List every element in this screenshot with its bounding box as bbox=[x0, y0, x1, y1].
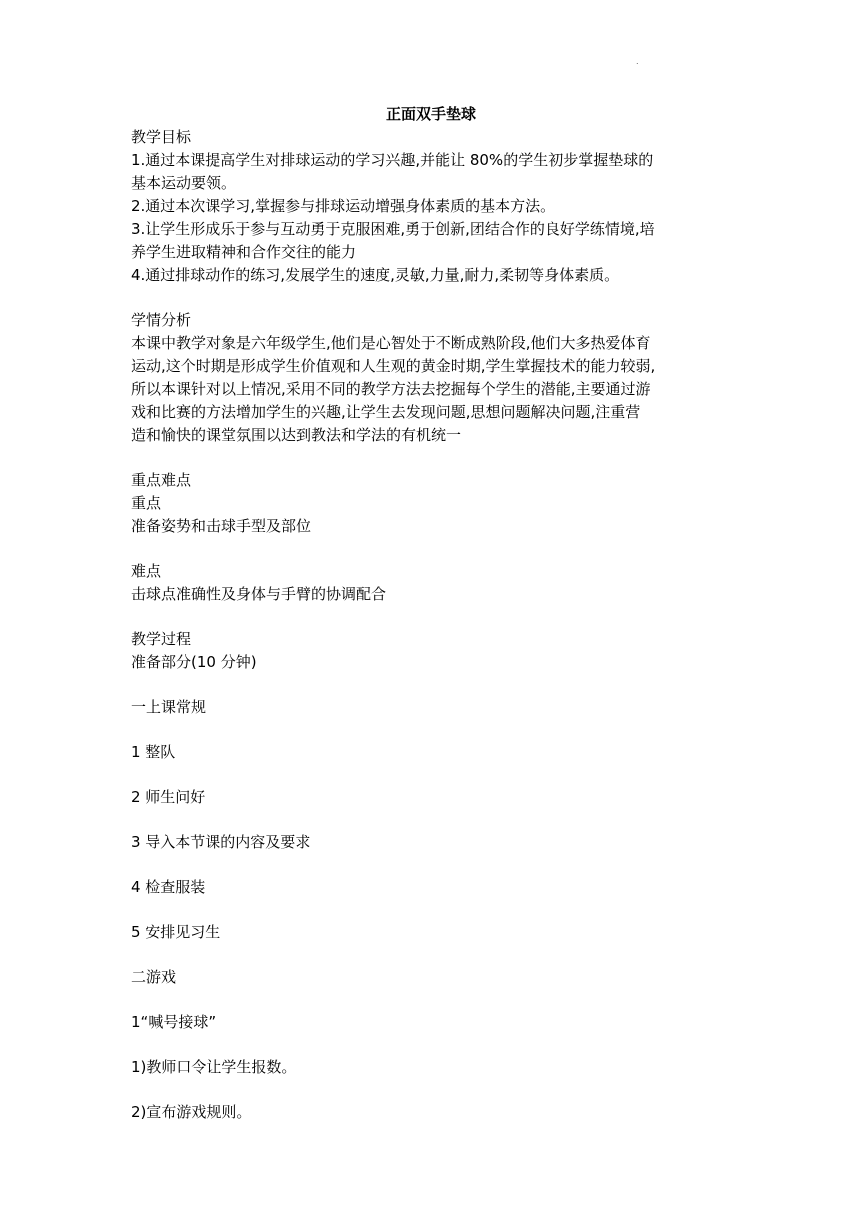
objectives-heading: 教学目标 bbox=[131, 128, 192, 146]
paragraph-gap bbox=[131, 764, 731, 786]
routine-item: 3 导入本节课的内容及要求 bbox=[131, 833, 311, 851]
paragraph-gap bbox=[131, 719, 731, 741]
paragraph-gap bbox=[131, 1079, 731, 1101]
analysis-heading: 学情分析 bbox=[131, 311, 192, 329]
header-mark: . bbox=[636, 57, 639, 66]
analysis-line: 运动,这个时期是形成学生价值观和人生观的黄金时期,学生掌握技术的能力较弱, bbox=[131, 357, 656, 375]
paragraph-gap bbox=[131, 1034, 731, 1056]
paragraph-gap bbox=[131, 606, 731, 628]
document-title: 正面双手垫球 bbox=[385, 105, 476, 123]
routine-item: 1 整队 bbox=[131, 743, 176, 761]
routine-heading: 一上课常规 bbox=[131, 698, 207, 716]
routine-item: 2 师生问好 bbox=[131, 788, 206, 806]
difficulty-text: 击球点准确性及身体与手臂的协调配合 bbox=[131, 585, 387, 603]
game-step: 2)宣布游戏规则。 bbox=[131, 1103, 252, 1121]
game-name: 1“喊号接球” bbox=[131, 1013, 217, 1031]
objective-line: 3.让学生形成乐于参与互动勇于克服困难,勇于创新,团结合作的良好学练情境,培 bbox=[131, 220, 655, 238]
objective-line: 4.通过排球动作的练习,发展学生的速度,灵敏,力量,耐力,柔韧等身体素质。 bbox=[131, 266, 620, 284]
analysis-line: 造和愉快的课堂氛围以达到教法和学法的有机统一 bbox=[131, 426, 462, 444]
prep-section: 准备部分(10 分钟) bbox=[131, 653, 257, 671]
difficulty-label: 难点 bbox=[131, 562, 162, 580]
paragraph-gap bbox=[131, 944, 731, 966]
analysis-line: 戏和比赛的方法增加学生的兴趣,让学生去发现问题,思想问题解决问题,注重营 bbox=[131, 403, 641, 421]
analysis-line: 所以本课针对以上情况,采用不同的教学方法去挖掘每个学生的潜能,主要通过游 bbox=[131, 380, 651, 398]
analysis-line: 本课中教学对象是六年级学生,他们是心智处于不断成熟阶段,他们大多热爱体育 bbox=[131, 334, 651, 352]
document-body bbox=[131, 103, 731, 1124]
key-points-heading: 重点难点 bbox=[131, 471, 192, 489]
game-heading: 二游戏 bbox=[131, 968, 177, 986]
objective-line: 养学生进取精神和合作交往的能力 bbox=[131, 243, 357, 261]
key-label: 重点 bbox=[131, 494, 162, 512]
paragraph-gap bbox=[131, 899, 731, 921]
routine-item: 5 安排见习生 bbox=[131, 923, 221, 941]
routine-item: 4 检查服装 bbox=[131, 878, 206, 896]
process-heading: 教学过程 bbox=[131, 630, 192, 648]
objective-line: 基本运动要领。 bbox=[131, 174, 237, 192]
game-step: 1)教师口令让学生报数。 bbox=[131, 1058, 297, 1076]
paragraph-gap bbox=[131, 287, 731, 309]
paragraph-gap bbox=[131, 854, 731, 876]
key-text: 准备姿势和击球手型及部位 bbox=[131, 517, 312, 535]
objective-line: 2.通过本次课学习,掌握参与排球运动增强身体素质的基本方法。 bbox=[131, 197, 556, 215]
paragraph-gap bbox=[131, 447, 731, 469]
paragraph-gap bbox=[131, 538, 731, 560]
paragraph-gap bbox=[131, 809, 731, 831]
objective-line: 1.通过本课提高学生对排球运动的学习兴趣,并能让 80%的学生初步掌握垫球的 bbox=[131, 151, 654, 169]
paragraph-gap bbox=[131, 989, 731, 1011]
paragraph-gap bbox=[131, 674, 731, 696]
